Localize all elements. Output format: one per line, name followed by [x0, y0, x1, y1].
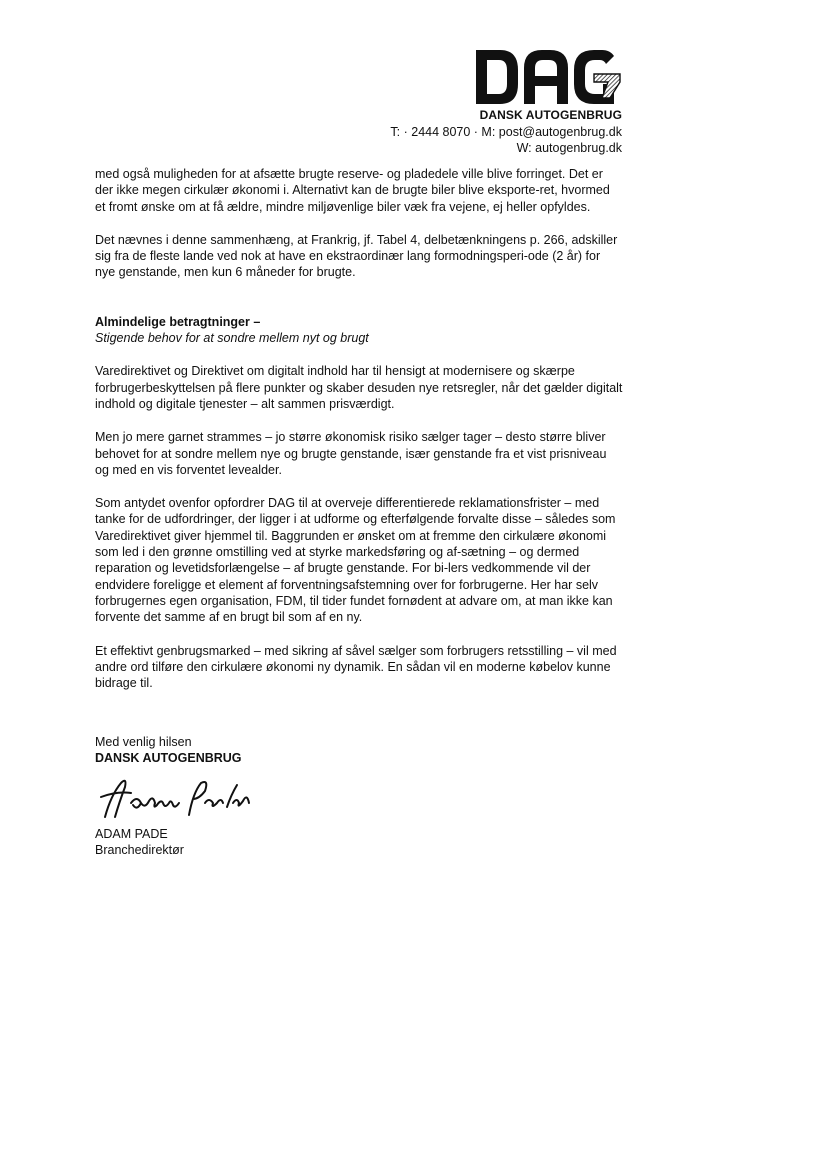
signer-title: Branchedirektør	[95, 843, 184, 858]
closing	[95, 734, 242, 767]
closing-greeting: Med venlig hilsen	[95, 735, 192, 749]
paragraph-4: Men jo mere garnet strammes – jo større økonomisk risiko sælger tager – desto større bliver behovet for at sondre mellem nye og brugte genstande, især genstande fra et vist prisniveau og med en vis forventet levealder.	[95, 430, 607, 477]
section-subheading: Stigende behov for at sondre mellem nyt og brugt	[95, 331, 369, 346]
paragraph-6: Et effektivt genbrugsmarked – med sikring af såvel sælger som forbrugers retsstilling – vil med andre ord tilføre den cirkulære økonomi ny dynamik. En sådan vil en moderne købelov kunne bidrage til.	[95, 643, 617, 691]
signer-name: ADAM PADE	[95, 827, 168, 841]
paragraph-1: med også muligheden for at afsætte brugte reserve- og pladedele ville blive forringet. Det er der ikke megen cirkulær økonomi i. Alternativt kan de brugte biler blive eksporte-ret, hvormed et fromt ønske om at få ældre, mindre miljøvenlige biler væk fra vejene, ej heller opfyldes.	[95, 167, 610, 214]
contact-phone-email: T: · 2444 8070 · M: post@autogenbrug.dk	[390, 125, 622, 139]
letter-body	[95, 166, 623, 691]
closing-org-name: DANSK AUTOGENBRUG	[95, 751, 242, 766]
paragraph-2: Det nævnes i denne sammenhæng, at Frankrig, jf. Tabel 4, delbetænkningens p. 266, adskiller sig fra de fleste lande ved nok at have en ekstraordinær lang formodningsperi-ode (2 år) for nye genstande, men kun 6 måneder for brugte.	[95, 232, 618, 280]
letterhead-contact	[390, 124, 622, 156]
paragraph-3: Varedirektivet og Direktivet om digitalt indhold har til hensigt at modernisere og skærpe forbrugerbeskyttelsen på flere punkter og skaber desuden nye retsregler, når det gælder digitalt indhold og digitale tjenester – alt sammen prisværdigt.	[95, 364, 623, 411]
section-heading: Almindelige betragtninger –	[95, 314, 261, 329]
dag-logo	[474, 46, 622, 108]
letterhead-org-name: DANSK AUTOGENBRUG	[479, 108, 622, 122]
signer-block	[95, 826, 184, 859]
paragraph-5: Som antydet ovenfor opfordrer DAG til at overveje differentierede reklamationsfrister – med tanke for de udfordringer, der ligger i at udforme og efterfølgende forvalte disse – således som Varedirektivet giver hjemmel til. Baggrunden er ønsket om at fremme den cirkulære økonomi som led i den grønne omstilling ved at styrke markedsføring og af-sætning – og dermed reparation og levetidsforlængelse – af brugte genstande. For bi-lers vedkommende vil der endvidere foreligge et element af forventningsafstemning over for forbrugerne. Her har selv forbrugernes egen organisation, FDM, til tider fundet fornødent at advare om, at man ikke kan forvente det samme af en brugt bil som af en ny.	[95, 496, 616, 625]
handwritten-signature	[97, 773, 257, 825]
contact-website: W: autogenbrug.dk	[516, 141, 622, 155]
